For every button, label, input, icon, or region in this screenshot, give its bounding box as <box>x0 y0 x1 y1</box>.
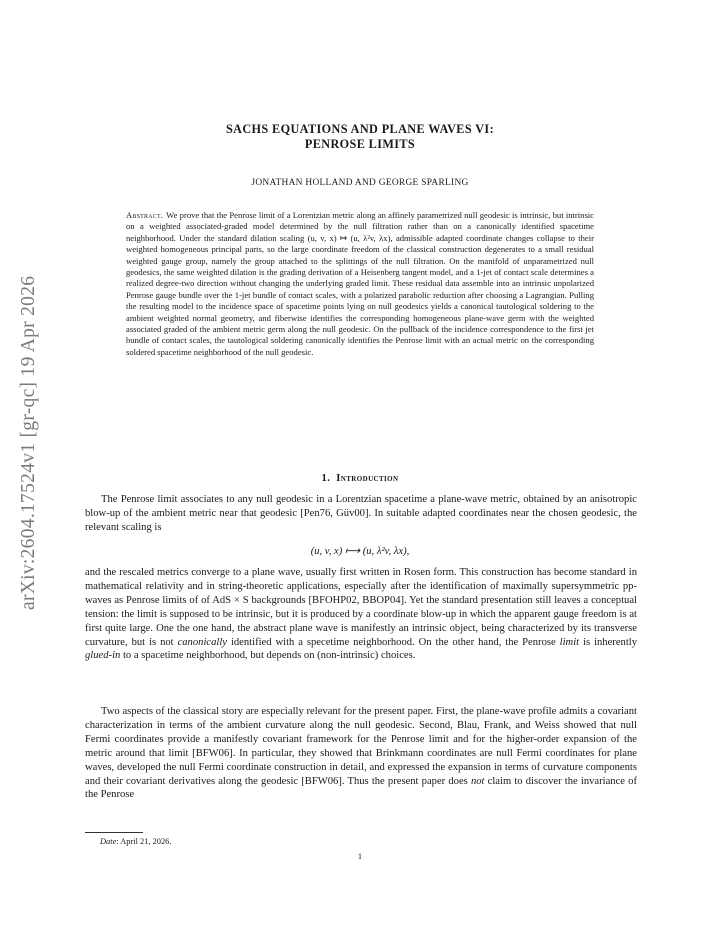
paragraph-2-text: and the rescaled metrics converge to a plane wave, usually first written in Rosen form. This construction has become standard in mathematical relativity and in string-theoretic applications, especially after the identification of maximally supersymmetric pp-waves as Penrose limits of of AdS × S backgrounds [BFOHP02, BBOP04]. Yet the standard presentation still leaves a conceptual tension: the limit is supposed to be intrinsic, but it is produced by a coordinate blow-up in which the apparent gauge freedom is at first quite large. One the one hand, the abstract plane wave is manifestly an intrinsic object, being characterized by its transverse curvature, but is not <box>85 567 637 648</box>
paragraph-3-text: Two aspects of the classical story are especially relevant for the present paper. First, the plane-wave profile admits a covariant characterization in terms of the ambient curvature along the null geodesic. Second, Blau, Frank, and Weiss showed that null Fermi coordinates provide a manifestly covariant framework for the Penrose limit and for the higher-order expansion of the metric around that limit [BFW06]. In particular, they showed that Brinkmann coordinates are null Fermi coordinates for plane waves, developed the null Fermi coordinate construction in detail, and expressed the expansion in terms of curvature components and their covariant derivatives along the geodesic [BFW06]. Thus the present paper does <box>85 706 637 787</box>
abstract <box>126 210 594 358</box>
page-number: 1 <box>357 852 363 861</box>
display-equation: (u, v, x) ⟼ (u, λ²v, λx), <box>310 546 410 557</box>
authors: JONATHAN HOLLAND AND GEORGE SPARLING <box>251 178 469 188</box>
footnote-rule <box>85 832 143 833</box>
paragraph-2-text: is inherently <box>583 636 638 648</box>
section-number: 1. <box>321 473 331 484</box>
paper-title <box>110 122 610 152</box>
emphasis-not: not <box>470 775 485 787</box>
paragraph-2-text: identified with a specetime neighborhood. On the other hand, the Penrose <box>230 636 556 648</box>
abstract-label: Abstract. <box>126 210 164 220</box>
title-line-2: PENROSE LIMITS <box>304 137 416 151</box>
footnote-date <box>100 837 171 846</box>
paragraph-3-text: claim to discover the invariance of the Penrose <box>85 775 637 801</box>
emphasis-canonically: canonically <box>177 636 227 648</box>
emphasis-limit: limit <box>559 636 580 648</box>
arxiv-identifier[interactable]: arXiv:2604.17524v1 [gr-qc] 19 Apr 2026 <box>18 275 39 610</box>
section-name: Introduction <box>336 473 399 484</box>
emphasis-glued-in: glued-in <box>85 650 121 662</box>
section-heading <box>110 473 610 484</box>
paragraph-3 <box>85 705 637 802</box>
abstract-text: We prove that the Penrose limit of a Lorentzian metric along an affinely parametrized null geodesic is intrinsic, but intrinsic on a weighted associated-graded model determined by the null filtration rather than on a canonically identified spacetime neighborhood. Under the standard dilation scaling (u, v, x) ↦ (u, λ²v, λx), admissible adapted coordinate changes collapse to their weighted homogeneous principal parts, so the large coordinate freedom of the classical construction degenerates to a small residual weighted gauge group, namely the group attached to the splittings of the null filtration. On the manifold of unparametrized null geodesics, the same weighted dilation is the grading derivation of a Heisenberg tangent model, and a 1-jet of contact scale determines a realized degree-two direction without changing the underlying graded limit. These residual data assemble into an intrinsic unpolarized Penrose gauge bundle over the 1-jet bundle of contact scales, with a polarized parabolic reduction after choosing a Lagrangian. Pulling the resulting model to the incidence space of spacetime points lying on null geodesics yields a canonical tautological soldering to the ambient weighted normal geometry, and fiberwise identifies the corresponding homogeneous plane-wave germ with the weighted associated graded of the ambient metric germ along the null geodesic. On the pullback of the incidence correspondence to the first jet bundle of contact scales, the tautological soldering canonically identifies the Penrose limit with an actual metric on the corresponding soldered spacetime neighborhood of the null geodesic. <box>126 210 594 357</box>
paragraph-1: The Penrose limit associates to any null geodesic in a Lorentzian spacetime a plane-wave metric, obtained by an anisotropic blow-up of the ambient metric near that geodesic [Pen76, Güv00]. In suitable adapted coordinates near the chosen geodesic, the relevant scaling is <box>85 494 637 533</box>
paragraph-2-text: to a spacetime neighborhood, but depends on (non-intrinsic) choices. <box>122 650 416 662</box>
footnote-label: Date <box>100 837 117 846</box>
footnote-value: : April 21, 2026. <box>116 837 172 846</box>
title-line-1: SACHS EQUATIONS AND PLANE WAVES VI: <box>225 122 495 136</box>
paragraph-2 <box>85 566 637 663</box>
